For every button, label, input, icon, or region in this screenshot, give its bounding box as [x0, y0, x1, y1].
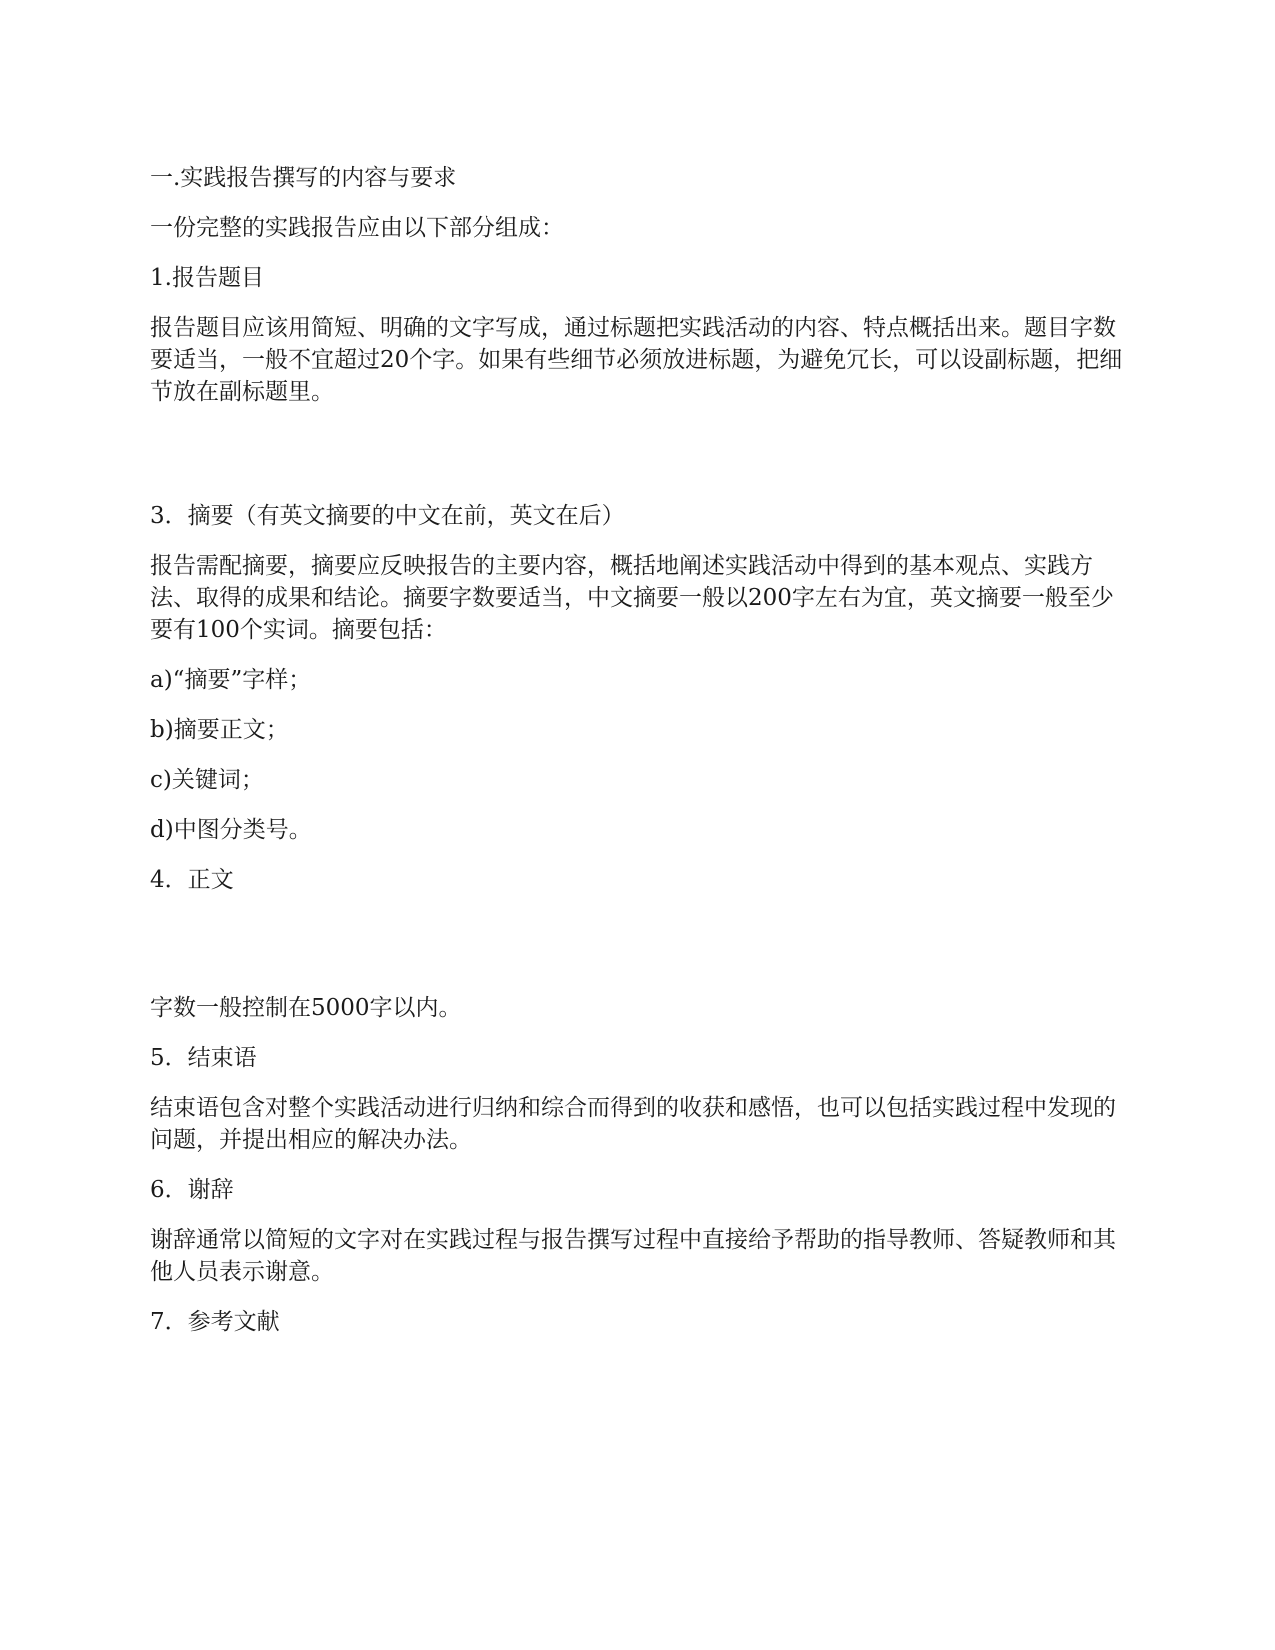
heading-acknowledgements: 6．谢辞: [150, 1177, 234, 1203]
paragraph-acknowledgements: 谢辞通常以简短的文字对在实践过程与报告撰写过程中直接给予帮助的指导教师、答疑教师和其他人员表示谢意。: [150, 1227, 1116, 1285]
list-item: c)关键词；: [150, 767, 264, 793]
blank-space: [150, 914, 1130, 992]
intro-paragraph: 一份完整的实践报告应由以下部分组成：: [150, 215, 564, 241]
heading-body: 4．正文: [150, 867, 234, 893]
blank-space: [150, 426, 1130, 500]
paragraph-abstract: 报告需配摘要，摘要应反映报告的主要内容，概括地阐述实践活动中得到的基本观点、实践方法、取得的成果和结论。摘要字数要适当，中文摘要一般以200字左右为宜，英文摘要一般至少要有100个实词。摘要包括：: [150, 553, 1114, 643]
heading-conclusion: 5．结束语: [150, 1045, 257, 1071]
heading-report-title: 1.报告题目: [150, 265, 264, 291]
heading-references: 7．参考文献: [150, 1309, 280, 1335]
list-item: b)摘要正文；: [150, 717, 289, 743]
document-page: [150, 162, 1130, 1356]
list-item: a)“摘要”字样；: [150, 667, 312, 693]
heading-abstract: 3．摘要（有英文摘要的中文在前，英文在后）: [150, 503, 625, 529]
section-title: 一.实践报告撰写的内容与要求: [150, 165, 457, 191]
paragraph-report-title: 报告题目应该用简短、明确的文字写成，通过标题把实践活动的内容、特点概括出来。题目字数要适当，一般不宜超过20个字。如果有些细节必须放进标题，为避免冗长，可以设副标题，把细节放在副标题里。: [150, 315, 1123, 405]
list-item: d)中图分类号。: [150, 817, 312, 843]
paragraph-body: 字数一般控制在5000字以内。: [150, 995, 462, 1021]
paragraph-conclusion: 结束语包含对整个实践活动进行归纳和综合而得到的收获和感悟，也可以包括实践过程中发现的问题，并提出相应的解决办法。: [150, 1095, 1116, 1153]
